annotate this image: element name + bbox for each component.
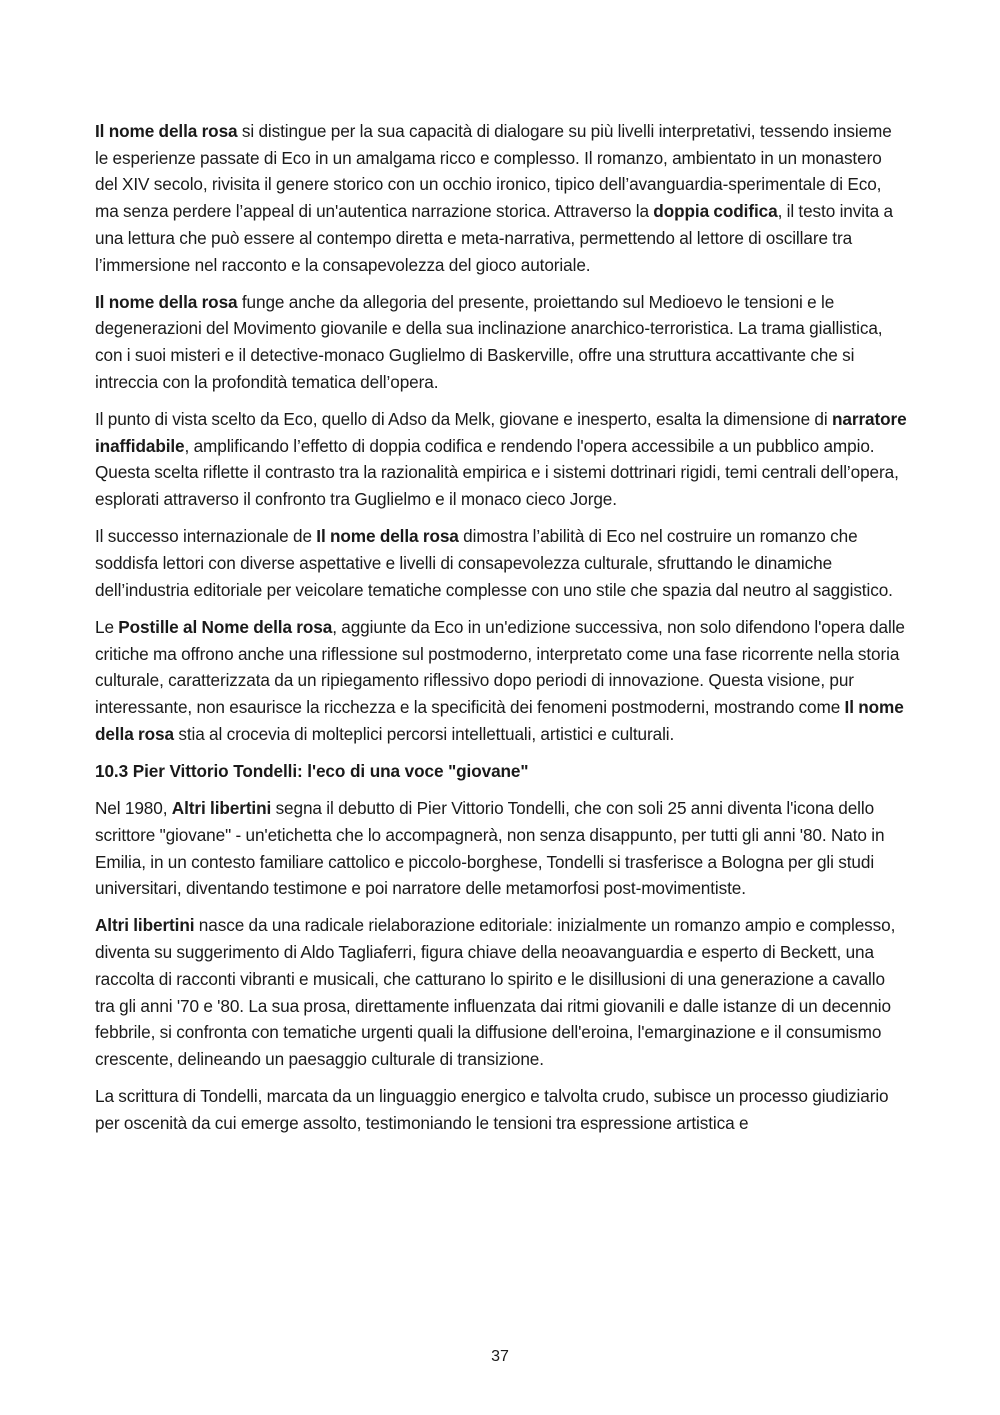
bold-text: Altri libertini [95, 915, 195, 936]
text-run: funge anche da allegoria del presente, proiettando sul Medioevo le tensioni e le degenerazioni del Movimento giovanile e della sua inclinazione anarchico-terroristica. La trama giallistica, con i suoi misteri e il detective-monaco Guglielmo di Baskerville, offre una struttura accattivante che si intreccia con la profondità tematica dell’opera. [95, 291, 883, 392]
text-run: Nel 1980, [95, 798, 172, 819]
text-run: Il successo internazionale de [95, 526, 317, 547]
text-run: , amplificando l’effetto di doppia codifica e rendendo l'opera accessibile a un pubblico ampio. Questa scelta riflette il contrasto tra la razionalità empirica e i sistemi dottrinari rigidi, temi centrali dell’opera, esplorati attraverso il confronto tra Guglielmo e il monaco cieco Jorge. [95, 435, 899, 510]
paragraphs-before-heading [95, 118, 907, 747]
text-run: stia al crocevia di molteplici percorsi intellettuali, artistici e culturali. [173, 723, 675, 744]
text-run: dimostra l’abilità di Eco nel costruire un romanzo che soddisfa lettori con diverse aspettative e livelli di consapevolezza culturale, sfruttando le dinamiche dell’industria editoriale per veicolare tematiche complesse con uno stile che spazia dal neutro al saggistico. [95, 526, 893, 600]
bold-text: Il nome della rosa [95, 121, 238, 141]
paragraph [95, 289, 907, 396]
text-run: segna il debutto di Pier Vittorio Tondelli, che con soli 25 anni diventa l'icona dello scrittore "giovane" - un'etichetta che lo accompagnerà, non senza disappunto, per tutti gli anni '80. Nato in Emilia, in un contesto familiare cattolico e piccolo-borghese, Tondelli si trasferisce a Bologna per gli studi universitari, diventando testimone e poi narratore delle metamorfosi post-movimentiste. [95, 798, 885, 899]
paragraph [95, 406, 907, 513]
text-run: Il punto di vista scelto da Eco, quello di Adso da Melk, giovane e inesperto, esalta la dimensione di [95, 409, 832, 430]
text-run: , aggiunte da Eco in un'edizione successiva, non solo difendono l'opera dalle critiche ma offrono anche una riflessione sul postmoderno, interpretato come una fase ricorrente nella storia culturale, caratterizzata da un ripiegamento riflessivo dopo periodi di innovazione. Questa visione, pur interessante, non esaurisce la ricchezza e la specificità dei fenomeni postmoderni, mostrando come [95, 616, 905, 718]
paragraphs-after-heading [95, 795, 907, 1136]
bold-text: narratore inaffidabile [95, 409, 907, 456]
paragraph [95, 912, 907, 1072]
text-run: , il testo invita a una lettura che può essere al contempo diretta e meta-narrativa, permettendo al lettore di oscillare tra l’immersione nel racconto e la consapevolezza del gioco autoriale. [95, 201, 893, 275]
page-number: 37 [491, 1348, 509, 1365]
section-heading: 10.3 Pier Vittorio Tondelli: l'eco di una voce "giovane" [95, 760, 529, 781]
bold-text: Il nome della rosa [316, 526, 459, 547]
text-run: si distingue per la sua capacità di dialogare su più livelli interpretativi, tessendo insieme le esperienze passate di Eco in un amalgama ricco e complesso. Il romanzo, ambientato in un monastero del XIV secolo, rivisita il genere storico con un occhio ironico, tipico dell’avanguardia-sperimentale di Eco, ma senza perdere l’appeal di un'autentica narrazione storica. Attraverso la [95, 121, 892, 222]
bold-text: doppia codifica [653, 201, 778, 222]
document-page [95, 118, 907, 1147]
paragraph [95, 614, 907, 748]
paragraph [95, 118, 907, 278]
bold-text: Altri libertini [171, 798, 272, 819]
bold-text: Il nome della rosa [95, 697, 904, 744]
text-run: Le [95, 616, 119, 637]
bold-text: Postille al Nome della rosa [118, 616, 333, 637]
text-run: nasce da una radicale rielaborazione editoriale: inizialmente un romanzo ampio e complesso, diventa su suggerimento di Aldo Tagliaferri, figura chiave della neoavanguardia e esperto di Beckett, una raccolta di racconti vibranti e musicali, che catturano lo spirito e le disillusioni di una generazione a cavallo tra gli anni '70 e '80. La sua prosa, direttamente influenzata dai ritmi giovanili e dalle istanze di un decennio febbrile, si confronta con tematiche urgenti quali la diffusione dell'eroina, l'emarginazione e il consumismo crescente, delineando un paesaggio culturale di transizione. [95, 915, 896, 1069]
text-run: La scrittura di Tondelli, marcata da un linguaggio energico e talvolta crudo, subisce un processo giudiziario per oscenità da cui emerge assolto, testimoniando le tensioni tra espressione artistica e [95, 1086, 889, 1133]
paragraph [95, 795, 907, 902]
paragraph [95, 1083, 907, 1136]
paragraph [95, 523, 907, 603]
bold-text: Il nome della rosa [95, 291, 238, 312]
